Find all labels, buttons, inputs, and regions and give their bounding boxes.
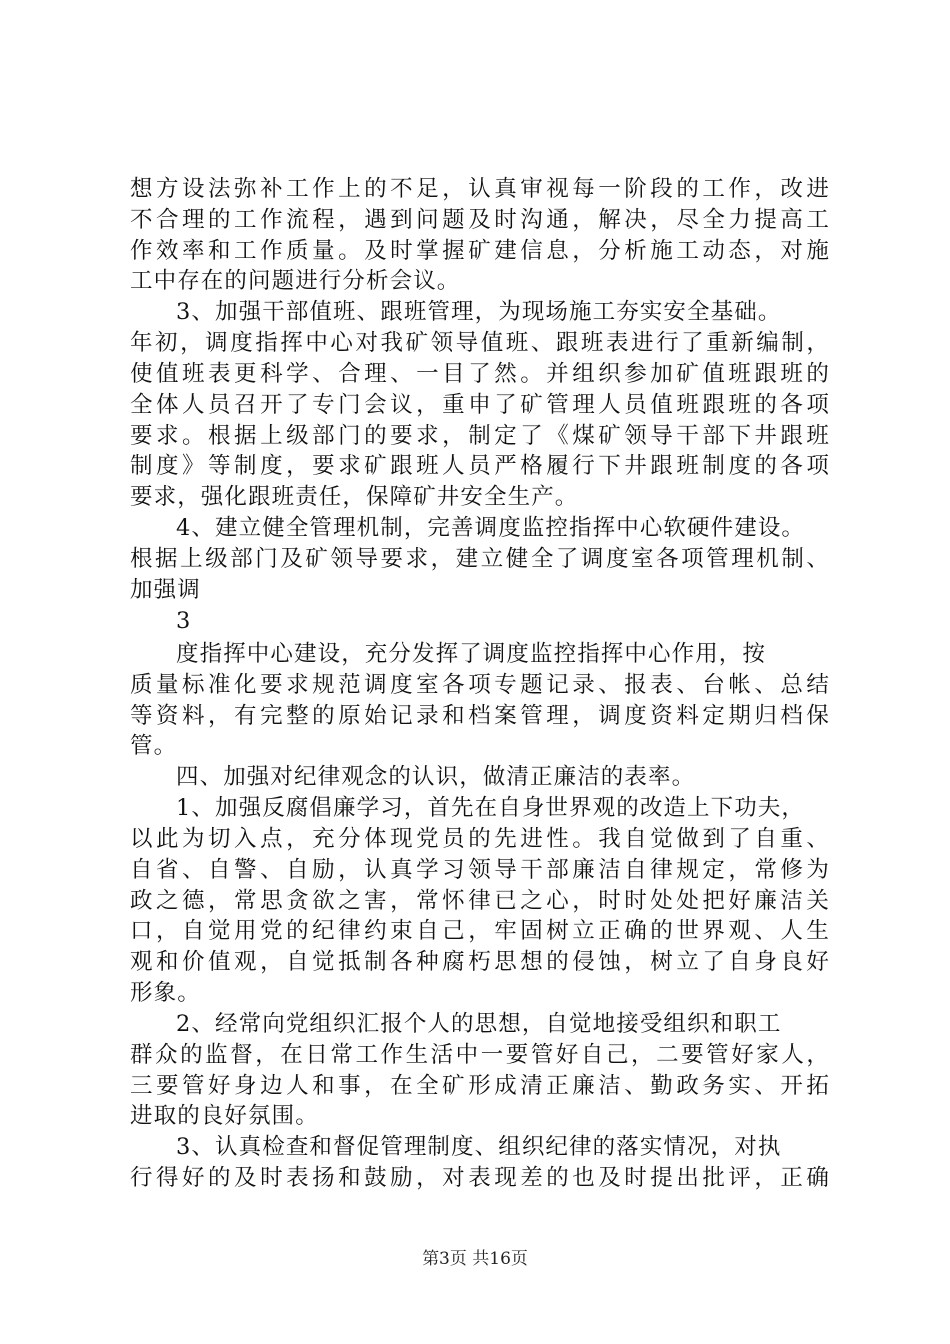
text-line: 作效率和工作质量。及时掌握矿建信息，分析施工动态，对施 [130, 238, 830, 264]
text-line: 全体人员召开了专门会议，重申了矿管理人员值班跟班的各项 [130, 392, 830, 418]
inline-page-number: 3 [176, 608, 192, 634]
text-line: 口，自觉用党的纪律约束自己，牢固树立正确的世界观、人生 [130, 918, 830, 944]
text-line: 行得好的及时表扬和鼓励，对表现差的也及时提出批评，正确 [130, 1165, 830, 1191]
text-line: 制度》等制度，要求矿跟班人员严格履行下井跟班制度的各项 [130, 453, 830, 479]
paragraph-first-line: 2、经常向党组织汇报个人的思想，自觉地接受组织和职工 [176, 1011, 782, 1037]
text-line: 使值班表更科学、合理、一目了然。并组织参加矿值班跟班的 [130, 361, 830, 387]
text-line: 想方设法弥补工作上的不足，认真审视每一阶段的工作，改进 [130, 176, 830, 202]
text-line: 不合理的工作流程，遇到问题及时沟通，解决，尽全力提高工 [130, 207, 830, 233]
paragraph-first-line: 3、加强干部值班、跟班管理，为现场施工夯实安全基础。 [176, 299, 782, 325]
text-line: 根据上级部门及矿领导要求，建立健全了调度室各项管理机制、 [130, 546, 830, 572]
text-line: 三要管好身边人和事，在全矿形成清正廉洁、勤政务实、开拓 [130, 1073, 830, 1099]
paragraph-first-line: 1、加强反腐倡廉学习，首先在自身世界观的改造上下功夫， [176, 795, 806, 821]
paragraph-first-line: 4、建立健全管理机制，完善调度监控指挥中心软硬件建设。 [176, 515, 806, 541]
paragraph-first-line: 度指挥中心建设，充分发挥了调度监控指挥中心作用，按 [176, 641, 767, 667]
text-line: 观和价值观，自觉抵制各种腐朽思想的侵蚀，树立了自身良好 [130, 949, 830, 975]
text-line: 质量标准化要求规范调度室各项专题记录、报表、台帐、总结 [130, 672, 830, 698]
text-line: 管。 [130, 733, 178, 759]
text-line: 年初，调度指挥中心对我矿领导值班、跟班表进行了重新编制， [130, 330, 830, 356]
text-line: 以此为切入点，充分体现党员的先进性。我自觉做到了自重、 [130, 826, 830, 852]
page-footer: 第3页 共16页 [422, 1249, 528, 1269]
text-line: 形象。 [130, 980, 201, 1006]
text-line: 政之德，常思贪欲之害，常怀律已之心，时时处处把好廉洁关 [130, 888, 830, 914]
text-line: 工中存在的问题进行分析会议。 [130, 268, 461, 294]
text-line: 群众的监督，在日常工作生活中一要管好自己，二要管好家人， [130, 1042, 830, 1068]
text-line: 进取的良好氛围。 [130, 1103, 319, 1129]
text-line: 等资料，有完整的原始记录和档案管理，调度资料定期归档保 [130, 703, 830, 729]
text-line: 要求，强化跟班责任，保障矿井安全生产。 [130, 484, 579, 510]
text-line: 自省、自警、自励，认真学习领导干部廉洁自律规定，常修为 [130, 857, 830, 883]
paragraph-first-line: 3、认真检查和督促管理制度、组织纪律的落实情况，对执 [176, 1134, 782, 1160]
text-line: 要求。根据上级部门的要求，制定了《煤矿领导干部下井跟班 [130, 423, 830, 449]
section-heading: 四、加强对纪律观念的认识，做清正廉洁的表率。 [176, 764, 696, 790]
text-line: 加强调 [130, 577, 201, 603]
